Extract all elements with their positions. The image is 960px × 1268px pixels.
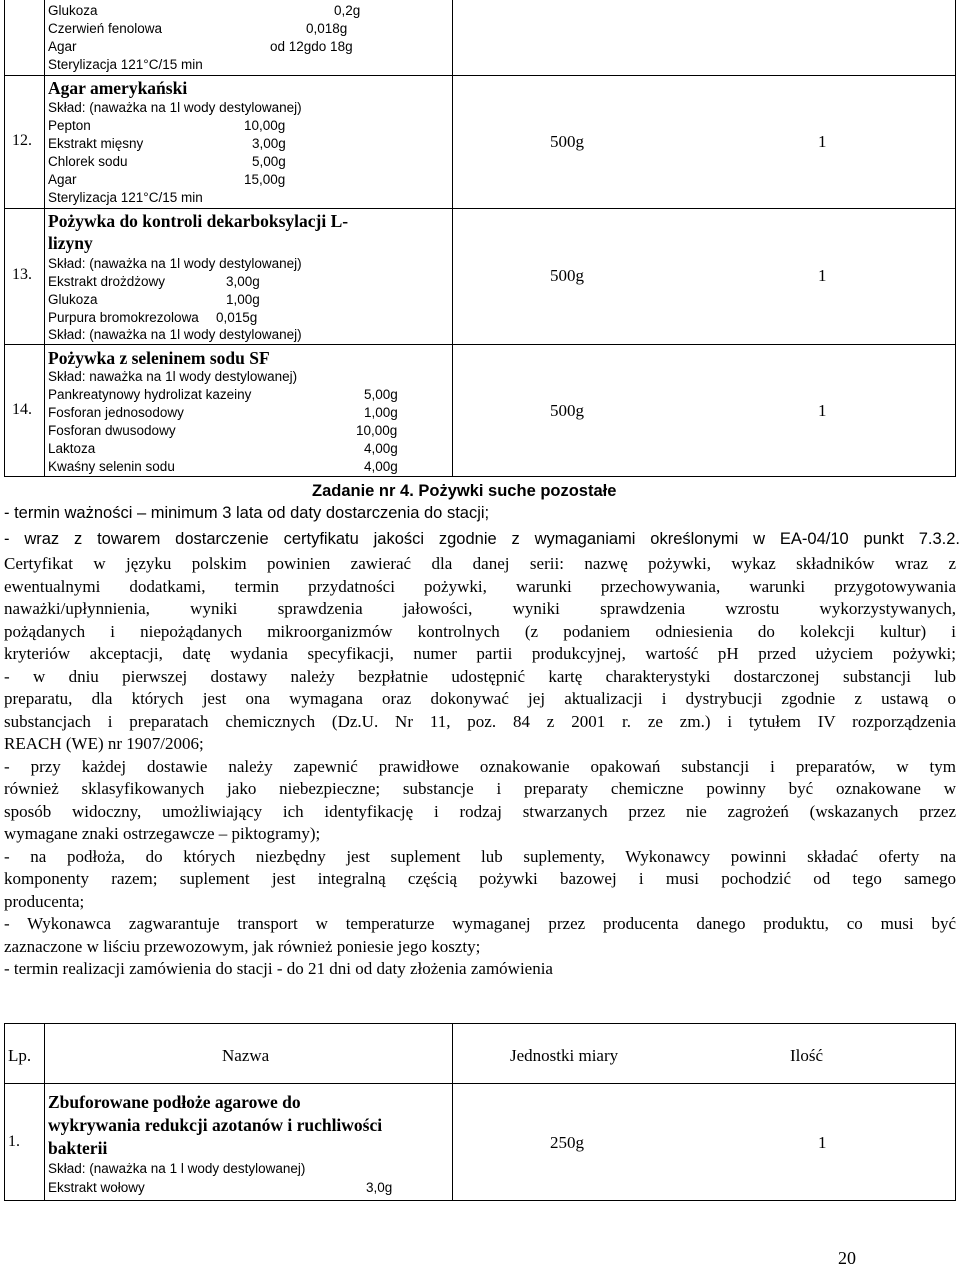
item-name: Agar [48, 172, 77, 187]
sterilization-text: Sterylizacja 121°C/15 min [48, 190, 203, 205]
text-line: sposób widoczny, umożliwiający ich identyfikację i rodzaj stwarzanych przez nie zagrożeń (wskazanych przez [4, 801, 956, 821]
text-line: - termin ważności – minimum 3 lata od daty dostarczenia do stacji; [4, 504, 490, 522]
composition-label: Skład: (naważka na 1l wody destylowanej) [48, 327, 302, 342]
item-name: Agar [48, 39, 77, 54]
text-line: - w dniu pierwszej dostawy należy bezpłatnie udostępnić kartę charakterystyki dostarczonej substancji lub [4, 666, 956, 686]
row-number: 13. [12, 266, 32, 283]
header-quantity: Ilość [790, 1046, 824, 1065]
item-value: 1,00g [364, 405, 398, 420]
composition-label: Skład: (naważka na 1 l wody destylowanej) [48, 1161, 306, 1176]
row-number: 12. [12, 132, 32, 149]
text-line: ewentualnymi dodatkami, termin przydatności pożywki, warunki przechowywania, warunki przygotowywania [4, 576, 956, 596]
item-name: Ekstrakt drożdżowy [48, 274, 166, 289]
unit-cell: 500g [550, 266, 584, 285]
text-line: producenta; [4, 891, 85, 911]
body-paragraphs [4, 553, 956, 981]
medium-title: Agar amerykański [48, 78, 188, 98]
item-value: 15,00g [244, 172, 286, 187]
text-line: - przy każdej dostawie należy zapewnić prawidłowe oznakowanie opakowań substancji i preparatów, w tym [4, 756, 956, 776]
header-name: Nazwa [222, 1046, 270, 1065]
text-line: komponenty razem; suplement jest integralną częścią pożywki bazowej i musi pochodzić od tego samego [4, 869, 956, 888]
text-line: substancjach i preparatach chemicznych (Dz.U. Nr 11, poz. 84 z 2001 r. ze zm.) i tytułem IV rozporządzenia [4, 711, 956, 731]
item-value: 3,00g [252, 136, 286, 151]
item-value: 0,2g [334, 3, 361, 18]
text-line: - termin realizacji zamówienia do stacji - do 21 dni od daty złożenia zamówienia [4, 959, 553, 978]
item-name: Laktoza [48, 441, 96, 456]
item-value: 0,015g [216, 310, 258, 325]
text-line: kryteriów akceptacji, datę wydania specyfikacji, numer partii produkcyjnej, wartość pH przed użyciem pożywki; [4, 644, 956, 663]
section-heading: Zadanie nr 4. Pożywki suche pozostałe [312, 482, 617, 500]
item-name: Purpura bromokrezolowa [48, 310, 199, 325]
item-name: Glukoza [48, 3, 98, 18]
medium-title-cont: lizyny [48, 233, 93, 253]
text-line: również sklasyfikowanych jako niebezpieczne; substancje i preparaty chemiczne powinny być oznakowane w [4, 779, 956, 798]
sterilization-text: Sterylizacja 121°C/15 min [48, 57, 203, 72]
text-line: naważki/upłynnienia, wyniki sprawdzenia jałowości, wyniki sprawdzenia wzrostu wykorzystywanych, [4, 599, 956, 618]
text-line: - Wykonawca zagwarantuje transport w temperaturze wymaganej przez producenta danego produktu, co musi być [4, 914, 956, 933]
composition-label: Skład: (naważka na 1l wody destylowanej) [48, 256, 302, 271]
header-lp: Lp. [8, 1046, 32, 1065]
row-number: 1. [8, 1133, 20, 1150]
item-value: 4,00g [364, 459, 398, 474]
unit-cell: 500g [550, 132, 584, 151]
item-name: Pepton [48, 118, 91, 133]
text-line: - na podłoża, do których niezbędny jest suplement lub suplementy, Wykonawcy powinni składać oferty na [4, 846, 956, 866]
item-value: 10,00g [244, 118, 286, 133]
header-unit: Jednostki miary [510, 1046, 619, 1065]
page-number: 20 [838, 1248, 856, 1268]
quantity-cell: 1 [818, 1133, 827, 1152]
row-number: 14. [12, 401, 32, 418]
item-name: Glukoza [48, 292, 98, 307]
requirement-certificate [4, 528, 960, 551]
item-value: 4,00g [364, 441, 398, 456]
composition-label: Skład: naważka na 1l wody destylowanej) [48, 369, 298, 384]
text-line: pożądanych i niepożądanych mikroorganizmów kontrolnych (z podaniem odniesienia do kolekcji kultur) i [4, 621, 956, 641]
item-value: 0,018g [306, 21, 348, 36]
text-line: wymagane znaki ostrzegawcze – piktogramy); [4, 824, 321, 843]
item-name: Pankreatynowy hydrolizat kazeiny [48, 387, 252, 402]
item-name: Czerwień fenolowa [48, 21, 163, 36]
item-name: Ekstrakt wołowy [48, 1180, 145, 1195]
item-name: Fosforan dwusodowy [48, 423, 176, 438]
text-line: preparatu, dla których jest ona wymagana oraz dokonywać jej aktualizacji i dystrybucji zgodnie z ustawą o [4, 689, 956, 708]
item-name: Ekstrakt mięsny [48, 136, 144, 151]
medium-title: Pożywka do kontroli dekarboksylacji L- [48, 211, 349, 231]
item-name: Kwaśny selenin sodu [48, 459, 175, 474]
unit-cell: 500g [550, 401, 584, 420]
composition-label: Skład: (naważka na 1l wody destylowanej) [48, 100, 302, 115]
item-value: 3,0g [366, 1180, 393, 1195]
text-line: - wraz z towarem dostarczenie certyfikatu jakości zgodnie z wymaganiami określonymi w EA-04/10 punkt 7.3.2. [4, 530, 960, 548]
item-name: Chlorek sodu [48, 154, 128, 169]
item-value: 1,00g [226, 292, 260, 307]
item-value: 5,00g [364, 387, 398, 402]
quantity-cell: 1 [818, 132, 827, 151]
unit-cell: 250g [550, 1133, 584, 1152]
item-value: 5,00g [252, 154, 286, 169]
text-line: Certyfikat w języku polskim powinien zawierać dla danej serii: nazwę pożywki, wykaz składników wraz z [4, 554, 956, 573]
quantity-cell: 1 [818, 266, 827, 285]
item-value: 3,00g [226, 274, 260, 289]
quantity-cell: 1 [818, 401, 827, 420]
medium-title-cont: wykrywania redukcji azotanów i ruchliwości [48, 1115, 383, 1135]
text-line: zaznaczone w liściu przewozowym, jak również poniesie jego koszty; [4, 936, 481, 956]
medium-title: Zbuforowane podłoże agarowe do [48, 1092, 301, 1112]
text-line: REACH (WE) nr 1907/2006; [4, 734, 204, 753]
item-value: od 12gdo 18g [270, 39, 353, 54]
medium-title-cont: bakterii [48, 1138, 108, 1158]
item-value: 10,00g [356, 423, 398, 438]
item-name: Fosforan jednosodowy [48, 405, 184, 420]
medium-title: Pożywka z seleninem sodu SF [48, 348, 270, 368]
requirement-term [4, 502, 956, 525]
